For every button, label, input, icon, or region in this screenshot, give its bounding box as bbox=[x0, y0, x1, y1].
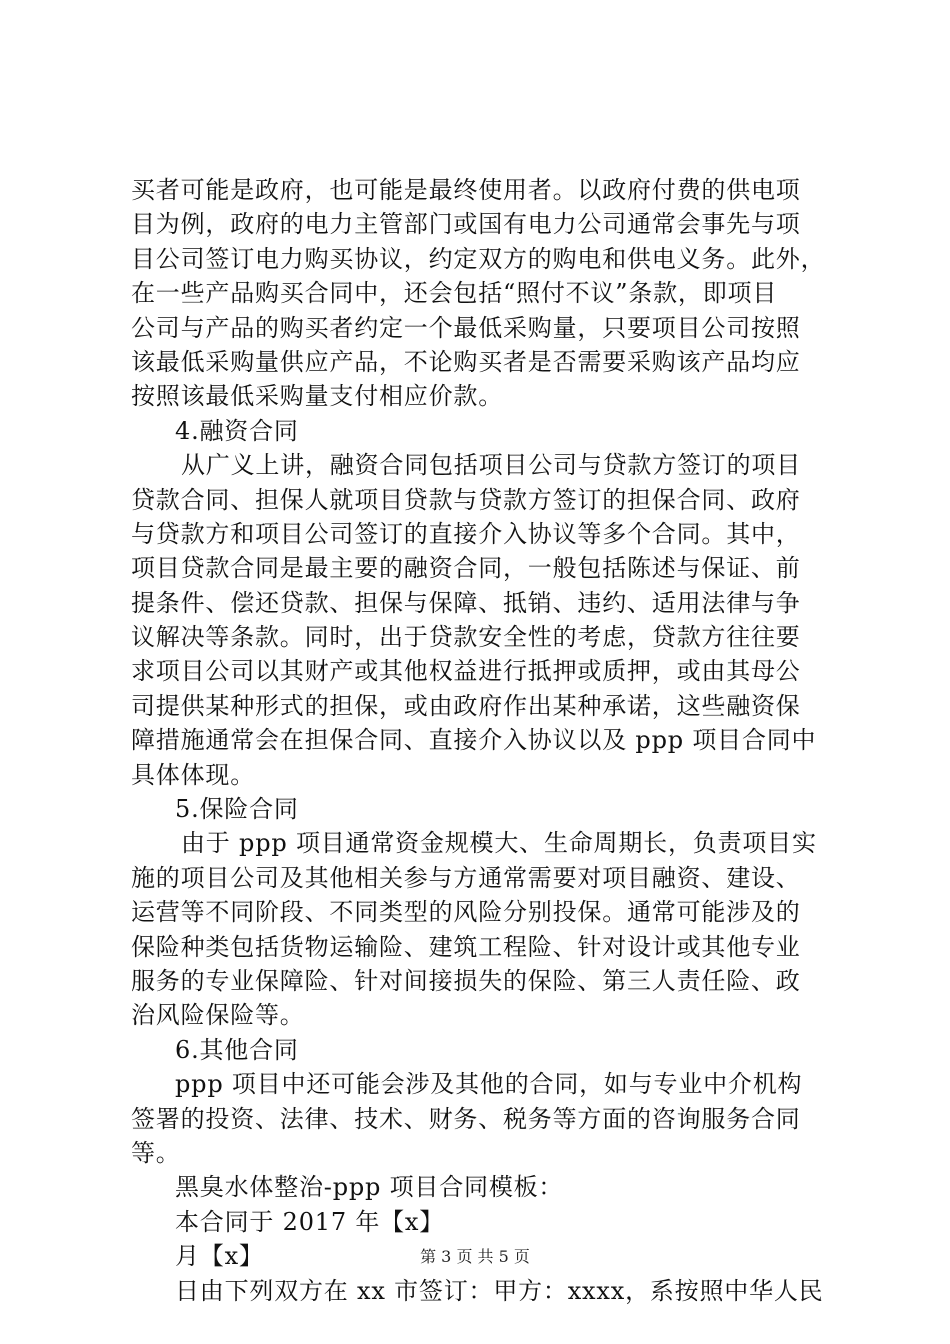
text-line: 治风险保险等。 bbox=[131, 1001, 305, 1030]
text-line: 保险种类包括货物运输险、建筑工程险、针对设计或其他专业 bbox=[131, 932, 801, 961]
text-line: 求项目公司以其财产或其他权益进行抵押或质押，或由其母公 bbox=[131, 657, 801, 686]
text-line: 施的项目公司及其他相关参与方通常需要对项目融资、建设、 bbox=[131, 863, 801, 892]
text-line: ppp 项目中还可能会涉及其他的合同，如与专业中介机构 bbox=[175, 1070, 803, 1099]
text-line: 目为例，政府的电力主管部门或国有电力公司通常会事先与项 bbox=[131, 210, 801, 239]
text-line: 本合同于 2017 年【x】 bbox=[175, 1207, 445, 1236]
text-line: 与贷款方和项目公司签订的直接介入协议等多个合同。其中， bbox=[131, 519, 801, 548]
text-line: 买者可能是政府，也可能是最终使用者。以政府付费的供电项 bbox=[131, 176, 801, 204]
text-line: 在一些产品购买合同中，还会包括“照付不议”条款，即项目 bbox=[131, 279, 778, 308]
text-line: 6.其他合同 bbox=[175, 1035, 299, 1064]
document-body bbox=[131, 173, 831, 1308]
text-line: 具体体现。 bbox=[131, 760, 255, 789]
text-line: 签署的投资、法律、技术、财务、税务等方面的咨询服务合同 bbox=[131, 1104, 801, 1133]
text-line: 运营等不同阶段、不同类型的风险分别投保。通常可能涉及的 bbox=[131, 898, 801, 927]
text-line: 提条件、偿还贷款、担保与保障、抵销、违约、适用法律与争 bbox=[131, 588, 801, 617]
text-line: 4.融资合同 bbox=[175, 416, 299, 445]
page-footer: 第 3 页 共 5 页 bbox=[420, 1247, 530, 1266]
text-line: 月【x】 bbox=[175, 1242, 264, 1271]
text-line: 服务的专业保障险、针对间接损失的保险、第三人责任险、政 bbox=[131, 966, 801, 995]
text-line: 从广义上讲，融资合同包括项目公司与贷款方签订的项目 bbox=[181, 451, 801, 480]
text-line: 由于 ppp 项目通常资金规模大、生命周期长，负责项目实 bbox=[181, 829, 817, 858]
text-line: 贷款合同、担保人就项目贷款与贷款方签订的担保合同、政府 bbox=[131, 485, 801, 514]
text-line: 该最低采购量供应产品，不论购买者是否需要采购该产品均应 bbox=[131, 347, 801, 376]
text-line: 公司与产品的购买者约定一个最低采购量，只要项目公司按照 bbox=[131, 313, 801, 342]
text-line: 等。 bbox=[131, 1138, 181, 1167]
text-line: 黑臭水体整治-ppp 项目合同模板： bbox=[175, 1173, 564, 1202]
text-line: 项目贷款合同是最主要的融资合同，一般包括陈述与保证、前 bbox=[131, 554, 801, 583]
text-line: 日由下列双方在 xx 市签订：甲方：xxxx，系按照中华人民 bbox=[175, 1276, 824, 1305]
text-line: 司提供某种形式的担保，或由政府作出某种承诺，这些融资保 bbox=[131, 691, 801, 720]
text-line: 议解决等条款。同时，出于贷款安全性的考虑，贷款方往往要 bbox=[131, 623, 801, 652]
text-line: 目公司签订电力购买协议，约定双方的购电和供电义务。此外， bbox=[131, 244, 826, 273]
text-line: 5.保险合同 bbox=[175, 795, 299, 824]
text-line: 按照该最低采购量支付相应价款。 bbox=[131, 382, 503, 411]
text-line: 障措施通常会在担保合同、直接介入协议以及 ppp 项目合同中 bbox=[131, 726, 817, 755]
